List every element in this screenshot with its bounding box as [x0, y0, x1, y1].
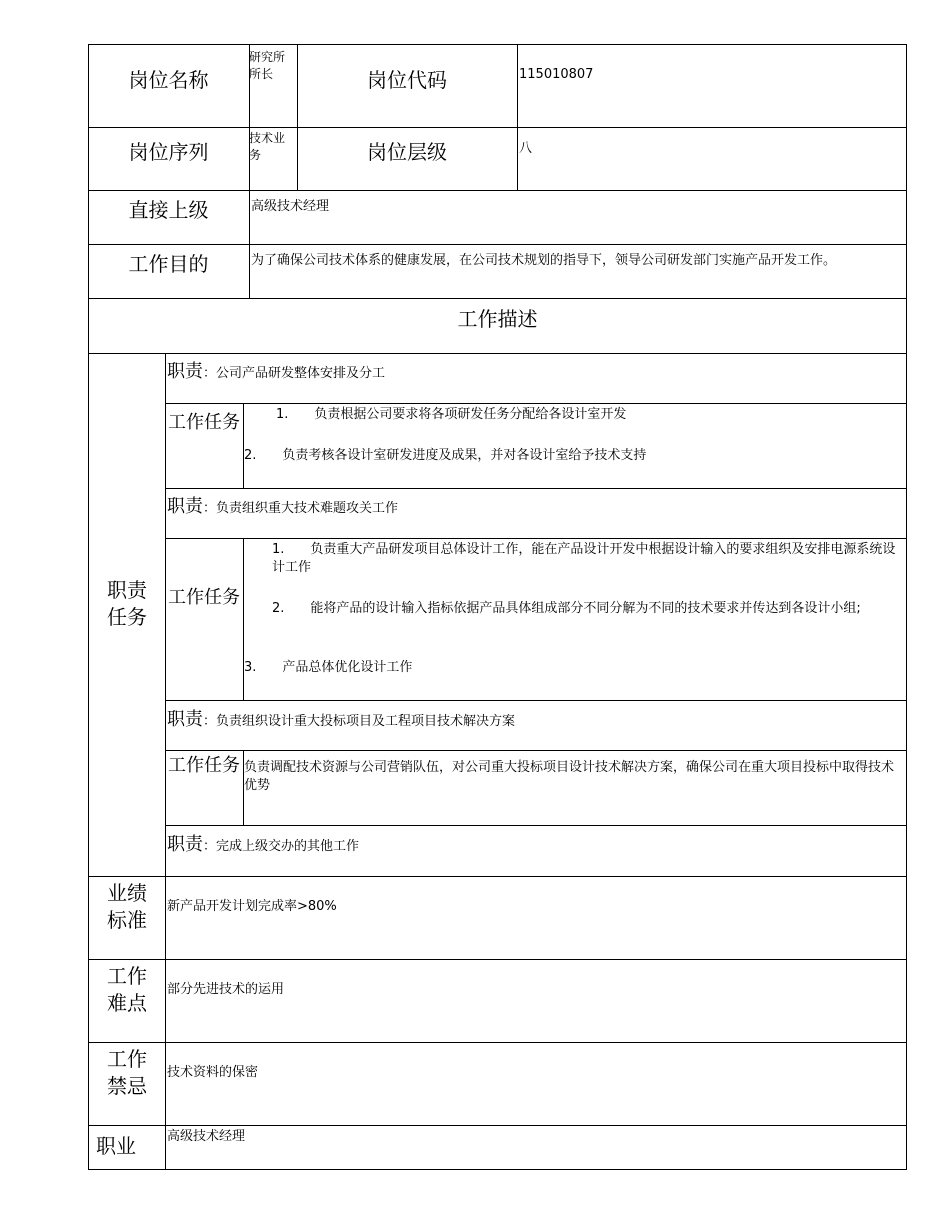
- row-divider: [88, 127, 907, 128]
- taboo-label: 工作禁忌: [107, 1047, 147, 1098]
- row-divider: [88, 244, 907, 245]
- row-divider: [88, 1042, 907, 1043]
- row-divider: [165, 488, 907, 489]
- row-divider: [88, 353, 907, 354]
- duty-prefix: 职责: [167, 709, 203, 730]
- row-divider: [88, 876, 907, 877]
- section-title: 工作描述: [457, 307, 538, 331]
- duty-title: ：公司产品研发整体安排及分工: [203, 366, 386, 381]
- difficulty-value: 部分先进技术的运用: [167, 982, 285, 997]
- task-item: 负责调配技术资源与公司营销队伍，对公司重大投标项目设计技术解决方案，确保公司在重大项目投标中取得技术优势: [244, 760, 895, 793]
- superior-label: 直接上级: [128, 198, 209, 222]
- column-divider: [517, 44, 518, 190]
- row-divider: [88, 190, 907, 191]
- post-level-value: 八: [519, 141, 533, 156]
- duty-title: ：完成上级交办的其他工作: [203, 839, 360, 854]
- row-divider: [165, 538, 907, 539]
- post-name-value: 研究所所长: [249, 50, 286, 81]
- task-item: 2. 能将产品的设计输入指标依据产品具体组成部分不同分解为不同的技术要求并传达到各设计小组;: [272, 601, 861, 616]
- post-code-value: 115010807: [519, 67, 594, 82]
- career-label: 职业: [96, 1134, 136, 1158]
- duty-row: [167, 705, 515, 731]
- row-divider: [165, 750, 907, 751]
- post-series-label: 岗位序列: [128, 140, 209, 164]
- performance-value: 新产品开发计划完成率>80%: [167, 899, 337, 914]
- task-label: 工作任务: [168, 755, 240, 776]
- duty-title: ：负责组织设计重大投标项目及工程项目技术解决方案: [203, 714, 516, 729]
- row-divider: [88, 298, 907, 299]
- duty-row: [167, 492, 398, 518]
- purpose-value: 为了确保公司技术体系的健康发展，在公司技术规划的指导下，领导公司研发部门实施产品开发工作。: [251, 253, 837, 268]
- duty-row: [167, 357, 385, 383]
- duty-prefix: 职责: [167, 361, 203, 382]
- superior-value: 高级技术经理: [251, 199, 330, 214]
- post-code-label: 岗位代码: [367, 68, 447, 92]
- task-item: 1. 负责重大产品研发项目总体设计工作，能在产品设计开发中根据设计输入的要求组织及安排电源系统设计工作: [272, 542, 896, 575]
- duty-prefix: 职责: [167, 834, 203, 855]
- career-value: 高级技术经理: [167, 1129, 246, 1144]
- row-divider: [165, 825, 907, 826]
- performance-label: 业绩标准: [107, 881, 147, 932]
- duty-prefix: 职责: [167, 496, 203, 517]
- duty-title: ：负责组织重大技术难题攻关工作: [203, 501, 399, 516]
- difficulty-label: 工作难点: [107, 964, 147, 1015]
- task-item: 3. 产品总体优化设计工作: [244, 660, 413, 675]
- row-divider: [165, 403, 907, 404]
- purpose-label: 工作目的: [128, 252, 209, 276]
- task-label: 工作任务: [168, 412, 240, 433]
- post-level-label: 岗位层级: [367, 140, 447, 164]
- column-divider: [243, 403, 244, 488]
- task-label: 工作任务: [168, 587, 240, 608]
- row-divider: [88, 959, 907, 960]
- post-name-label: 岗位名称: [128, 68, 209, 92]
- row-divider: [88, 1125, 907, 1126]
- taboo-value: 技术资料的保密: [167, 1065, 259, 1080]
- task-item: 2. 负责考核各设计室研发进度及成果，并对各设计室给予技术支持: [244, 448, 647, 463]
- post-series-value: 技术业务: [249, 131, 286, 162]
- row-divider: [165, 700, 907, 701]
- task-item: 1. 负责根据公司要求将各项研发任务分配给各设计室开发: [276, 407, 627, 422]
- responsibilities-label: 职责任务: [107, 578, 147, 629]
- duty-row: [167, 830, 359, 856]
